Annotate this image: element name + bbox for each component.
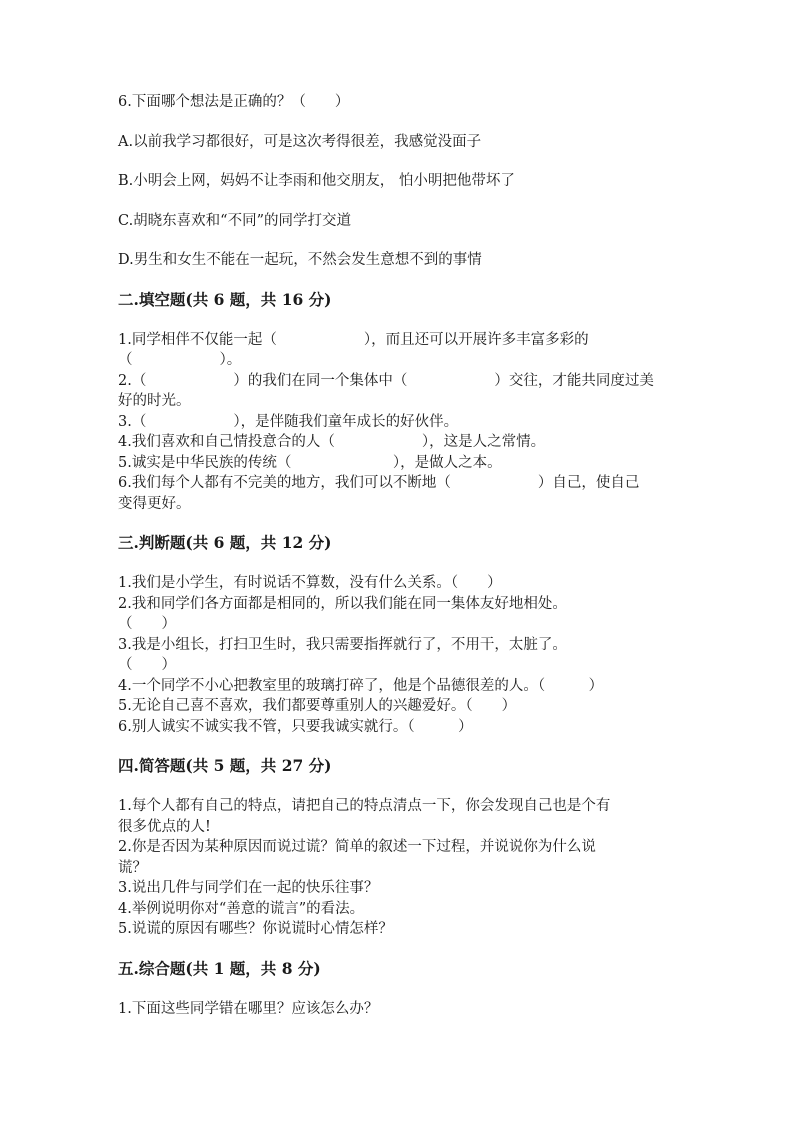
true-false-line: 5.无论自己喜不喜欢，我们都要尊重别人的兴趣爱好。（ ） — [118, 698, 517, 714]
fill-in-line: 1.同学相伴不仅能一起（ ），而且还可以开展许多丰富多彩的 — [118, 331, 589, 348]
question-6-stem: 6.下面哪个想法是正确的？（ ） — [118, 94, 350, 110]
true-false-line: 1.我们是小学生，有时说话不算数，没有什么关系。（ ） — [118, 575, 502, 591]
fill-in-line: 2.（ ）的我们在同一个集体中（ ）交往，才能共同度过美 — [118, 372, 654, 389]
short-answer-line: 5.说谎的原因有哪些？你说谎时心情怎样？ — [118, 921, 393, 937]
fill-in-line: 变得更好。 — [118, 495, 191, 512]
section-fill-in-heading: 二.填空题(共 6 题，共 16 分) — [118, 289, 332, 309]
short-answer-line: 4.举例说明你对“善意的谎言”的看法。 — [118, 900, 365, 917]
section-comprehensive-heading: 五.综合题(共 1 题，共 8 分) — [118, 958, 321, 978]
question-6-option-b: B.小明会上网，妈妈不让李雨和他交朋友， 怕小明把他带坏了 — [118, 173, 515, 189]
section-true-false-heading: 三.判断题(共 6 题，共 12 分) — [118, 533, 332, 552]
fill-in-line: （ ）。 — [118, 352, 242, 368]
true-false-line: 6.别人诚实不诚实我不管，只要我诚实就行。（ ） — [118, 718, 473, 735]
short-answer-line: 3.说出几件与同学们在一起的快乐往事？ — [118, 880, 379, 896]
question-6-option-c: C.胡晓东喜欢和“不同”的同学打交道 — [118, 212, 352, 229]
true-false-line: 3.我是小组长，打扫卫生时，我只需要指挥就行了，不用干，太脏了。 — [118, 636, 567, 653]
section-short-answer-heading: 四.简答题(共 5 题，共 27 分) — [118, 756, 332, 775]
true-false-line: （ ） — [118, 657, 176, 673]
true-false-line: （ ） — [118, 616, 176, 632]
fill-in-line: 4.我们喜欢和自己情投意合的人（ ），这是人之常情。 — [118, 434, 546, 450]
short-answer-line: 谎？ — [118, 859, 147, 876]
worksheet-page — [118, 92, 678, 1019]
short-answer-line: 很多优点的人! — [118, 818, 211, 835]
true-false-line: 2.我和同学们各方面都是相同的，所以我们能在同一集体友好地相处。 — [118, 595, 567, 612]
question-6-option-d: D.男生和女生不能在一起玩，不然会发生意想不到的事情 — [118, 252, 482, 268]
question-6-option-a: A.以前我学习都很好，可是这次考得很差，我感觉没面子 — [118, 133, 482, 150]
fill-in-line: 3.（ ），是伴随我们童年成长的好伙伴。 — [118, 413, 459, 430]
comprehensive-line: 1.下面这些同学错在哪里？应该怎么办？ — [118, 1000, 379, 1017]
short-answer-line: 2.你是否因为某种原因而说过谎？简单的叙述一下过程，并说说你为什么说 — [118, 839, 596, 855]
true-false-line: 4.一个同学不小心把教室里的玻璃打碎了，他是个品德很差的人。（ ） — [118, 677, 604, 694]
short-answer-line: 1.每个人都有自己的特点，请把自己的特点清点一下，你会发现自己也是个有 — [118, 798, 611, 814]
fill-in-line: 好的时光。 — [118, 393, 191, 409]
fill-in-line: 5.诚实是中华民族的传统（ ），是做人之本。 — [118, 454, 502, 471]
fill-in-line: 6.我们每个人都有不完美的地方，我们可以不断地（ ）自己，使自己 — [118, 475, 640, 491]
